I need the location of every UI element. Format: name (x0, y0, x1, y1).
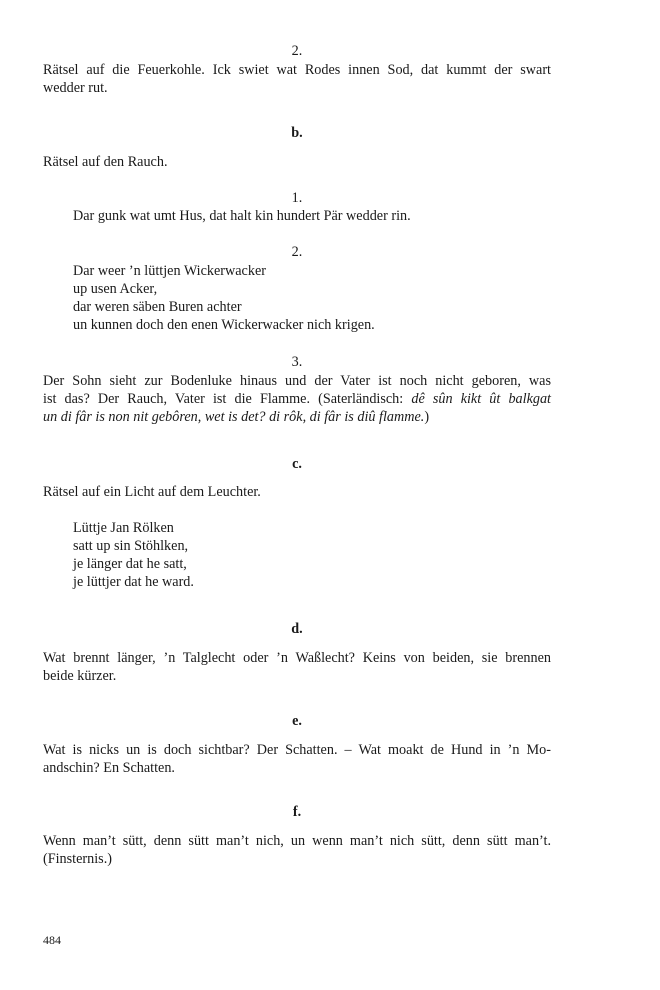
verse-line: Dar weer ’n lüttjen Wickerwacker (73, 263, 266, 279)
riddle-text-line: Rätsel auf die Feuerkohle. Ick swiet wat Rodes innen Sod, dat kummt der swart (43, 62, 551, 78)
riddle-text-line (43, 390, 551, 408)
riddle-number: 2. (291, 43, 303, 59)
section-heading-d: d. (291, 621, 303, 637)
section-heading-e: e. (292, 713, 302, 729)
verse-line: up usen Acker, (73, 281, 158, 297)
verse-line: satt up sin Stöhlken, (73, 538, 189, 554)
riddle-text-line: Wenn man’t sütt, denn sütt man’t nich, un wenn man’t nich sütt, denn sütt man’t. (43, 833, 551, 849)
verse-line: un kunnen doch den enen Wickerwacker nich krigen. (73, 317, 375, 333)
verse-line: je länger dat he satt, (73, 556, 187, 572)
verse-line: je lüttjer dat he ward. (73, 574, 194, 590)
riddle-text-line: Wat brennt länger, ’n Talglecht oder ’n Waßlecht? Keins von beiden, sie brennen (43, 650, 551, 666)
closing-paren: ) (424, 409, 430, 425)
section-heading-c: c. (292, 456, 302, 472)
riddle-text-line: Der Sohn sieht zur Bodenluke hinaus und der Vater ist noch nicht geboren, was (43, 373, 551, 389)
book-page (43, 0, 551, 990)
page-number: 484 (43, 933, 61, 947)
verse-line: Lüttje Jan Rölken (73, 520, 174, 536)
riddle-number: 1. (291, 190, 303, 206)
verse-line: dar weren säben Buren achter (73, 299, 242, 315)
section-heading-b: b. (291, 125, 303, 141)
section-intro: Rätsel auf den Rauch. (43, 154, 168, 170)
riddle-text-line: Wat is nicks un is doch sichtbar? Der Schatten. – Wat moakt de Hund in ’n Mo- (43, 742, 551, 758)
riddle-number: 2. (291, 244, 303, 260)
riddle-text-line: andschin? En Schatten. (43, 760, 175, 776)
riddle-text-line (43, 408, 551, 426)
saterland-text-italic: dê sûn kikt ût balkgat (411, 391, 552, 407)
riddle-text-plain: ist das? Der Rauch, Vater ist die Flamme. (Saterländisch: (43, 391, 412, 407)
riddle-text-line: (Finsternis.) (43, 851, 112, 867)
section-intro: Rätsel auf ein Licht auf dem Leuchter. (43, 484, 261, 500)
riddle-text-line: beide kürzer. (43, 668, 117, 684)
section-heading-f: f. (292, 804, 302, 820)
saterland-text-italic: un di fâr is non nit gebôren, wet is det? di rôk, di fâr is diû flamme. (43, 409, 425, 425)
riddle-text-line: wedder rut. (43, 80, 108, 96)
riddle-text-line: Dar gunk wat umt Hus, dat halt kin hundert Pär wedder rin. (73, 208, 411, 224)
riddle-number: 3. (291, 354, 303, 370)
